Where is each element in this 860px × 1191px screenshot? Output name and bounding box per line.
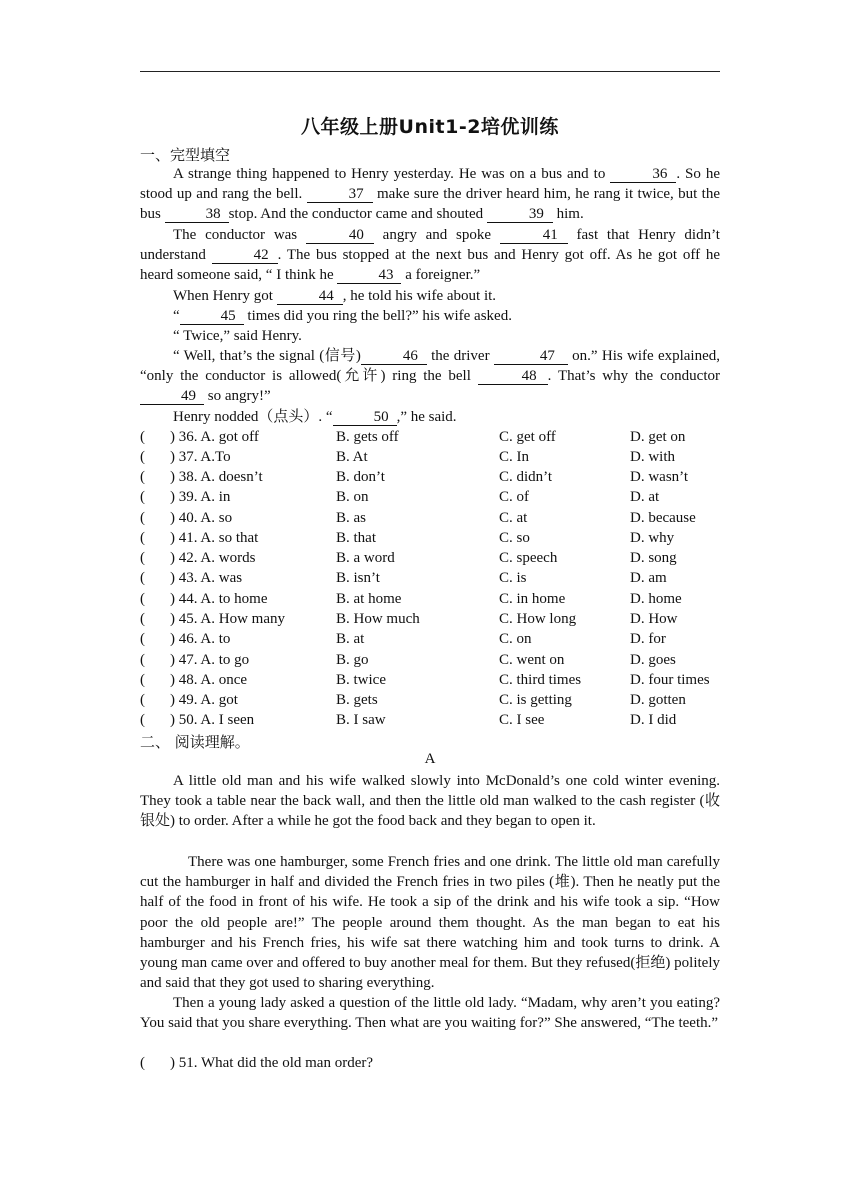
reading-paragraph-2: There was one hamburger, some French fries and one drink. The little old man carefully cut the hamburger in half and divided the French fries in two piles (堆). Then he neatly put the half of the food in front of his wife. He took a sip of the drink and his wife took a sip. “How poor the old people are!” The people around them thought. As the man began to eat his hamburger and his French fries, his wife sat there watching him and took turns to drink. A young man came over and offered to buy another meal for them. But they refused(拒绝) politely and said that they got used to sharing everything.	[140, 854, 720, 992]
blank-38[interactable]: 38	[165, 207, 229, 223]
option-b: B. at home	[336, 591, 402, 607]
blank-40[interactable]: 40	[306, 228, 374, 244]
option-d: D. home	[630, 591, 682, 607]
answer-paren[interactable]: (	[140, 489, 145, 505]
cloze-paragraph-2: The conductor was 40 angry and spoke 41 fast that Henry didn’t understand 42 . The bus stopped at the next bus and Henry got off. As he got off he heard someone said, “ I think he 43 a foreigner.”	[140, 227, 721, 284]
section-reading-heading: 二、 阅读理解。	[140, 733, 250, 751]
question-41	[140, 528, 740, 548]
answer-paren[interactable]: (	[140, 672, 145, 688]
option-b: B. twice	[336, 672, 386, 688]
blank-41[interactable]: 41	[500, 228, 568, 244]
option-a: ) 42. A. words	[170, 550, 256, 566]
option-c: C. in home	[499, 591, 566, 607]
option-a: ) 50. A. I seen	[170, 712, 255, 728]
option-d: D. with	[630, 449, 675, 465]
option-a: ) 41. A. so that	[170, 530, 259, 546]
answer-paren[interactable]: (	[140, 570, 145, 586]
option-b: B. go	[336, 652, 369, 668]
option-d: D. am	[630, 570, 667, 586]
option-a: ) 43. A. was	[170, 570, 243, 586]
cloze-paragraph-6: “ Well, that’s the signal (信号) 46 the driver 47 on.” His wife explained, “only the conductor is allowed(允许) ring the bell 48 . That’s why the conductor 49 so angry!”	[140, 348, 721, 405]
option-a: ) 39. A. in	[170, 489, 231, 505]
question-38	[140, 467, 740, 487]
option-c: C. on	[499, 631, 532, 647]
question-42	[140, 548, 740, 568]
option-d: D. gotten	[630, 692, 686, 708]
option-d: D. wasn’t	[630, 469, 689, 485]
blank-50[interactable]: 50	[333, 410, 397, 426]
question-47	[140, 650, 740, 670]
cloze-paragraph-3: When Henry got 44 , he told his wife about it.	[173, 288, 497, 304]
option-b: B. I saw	[336, 712, 386, 728]
answer-paren[interactable]: (	[140, 1055, 145, 1071]
question-51	[140, 1053, 740, 1073]
option-a: ) 36. A. got off	[170, 429, 259, 445]
question-49	[140, 690, 740, 710]
question-43	[140, 568, 740, 588]
answer-paren[interactable]: (	[140, 712, 145, 728]
option-b: B. on	[336, 489, 369, 505]
option-c: C. I see	[499, 712, 545, 728]
reading-paragraph-3: Then a young lady asked a question of the little old lady. “Madam, why aren’t you eating? You said that you share everything. Then what are you waiting for?” She answered, “The teeth.”	[140, 995, 720, 1032]
option-d: D. why	[630, 530, 675, 546]
answer-paren[interactable]: (	[140, 591, 145, 607]
option-a: ) 40. A. so	[170, 510, 233, 526]
option-a: ) 48. A. once	[170, 672, 248, 688]
answer-paren[interactable]: (	[140, 449, 145, 465]
option-d: D. goes	[630, 652, 676, 668]
option-b: B. isn’t	[336, 570, 380, 586]
page-title: 八年级上册Unit1-2培优训练	[301, 116, 559, 138]
header-rule	[140, 71, 720, 72]
option-c: C. didn’t	[499, 469, 553, 485]
cloze-paragraph-7: Henry nodded（点头）. “ 50 ,” he said.	[173, 409, 457, 425]
option-d: D. I did	[630, 712, 677, 728]
answer-paren[interactable]: (	[140, 550, 145, 566]
option-a: ) 37. A.To	[170, 449, 231, 465]
passage-label: A	[424, 751, 436, 767]
option-a: ) 38. A. doesn’t	[170, 469, 263, 485]
option-b: B. don’t	[336, 469, 385, 485]
blank-42[interactable]: 42	[212, 248, 278, 264]
option-b: B. How much	[336, 611, 420, 627]
option-c: C. is getting	[499, 692, 572, 708]
option-a: ) 44. A. to home	[170, 591, 268, 607]
question-51-text: ) 51. What did the old man order?	[170, 1055, 373, 1071]
option-d: D. at	[630, 489, 660, 505]
option-c: C. speech	[499, 550, 558, 566]
question-40	[140, 508, 740, 528]
answer-paren[interactable]: (	[140, 692, 145, 708]
option-d: D. How	[630, 611, 678, 627]
blank-36[interactable]: 36	[610, 167, 676, 183]
question-36	[140, 427, 740, 447]
blank-46[interactable]: 46	[361, 349, 427, 365]
option-c: C. is	[499, 570, 527, 586]
option-b: B. at	[336, 631, 365, 647]
option-d: D. four times	[630, 672, 710, 688]
question-46	[140, 629, 740, 649]
reading-paragraph-1: A little old man and his wife walked slowly into McDonald’s one cold winter evening. They took a table near the back wall, and then the little old man walked to the cash register (收银处) to order. After a while he got the food back and they began to open it.	[140, 773, 720, 830]
option-a: ) 46. A. to	[170, 631, 231, 647]
section-cloze-heading: 一、完型填空	[140, 146, 231, 164]
option-c: C. of	[499, 489, 529, 505]
option-d: D. get on	[630, 429, 686, 445]
answer-paren[interactable]: (	[140, 510, 145, 526]
question-37	[140, 447, 740, 467]
blank-37[interactable]: 37	[307, 187, 373, 203]
cloze-paragraph-4: “ 45 times did you ring the bell?” his wife asked.	[173, 308, 512, 324]
option-b: B. a word	[336, 550, 395, 566]
answer-paren[interactable]: (	[140, 611, 145, 627]
answer-paren[interactable]: (	[140, 652, 145, 668]
option-d: D. because	[630, 510, 696, 526]
option-c: C. went on	[499, 652, 565, 668]
blank-44[interactable]: 44	[277, 289, 343, 305]
question-44	[140, 589, 740, 609]
question-50	[140, 710, 740, 730]
blank-43[interactable]: 43	[337, 268, 401, 284]
cloze-paragraph-5: “ Twice,” said Henry.	[173, 328, 302, 344]
option-b: B. that	[336, 530, 376, 546]
blank-39[interactable]: 39	[487, 207, 553, 223]
option-c: C. How long	[499, 611, 577, 627]
option-c: C. third times	[499, 672, 582, 688]
option-b: B. gets off	[336, 429, 399, 445]
option-c: C. so	[499, 530, 530, 546]
option-b: B. as	[336, 510, 366, 526]
option-a: ) 47. A. to go	[170, 652, 250, 668]
option-b: B. At	[336, 449, 368, 465]
option-c: C. get off	[499, 429, 556, 445]
blank-49[interactable]: 49	[140, 389, 204, 405]
option-d: D. song	[630, 550, 677, 566]
cloze-paragraph-1: A strange thing happened to Henry yesterday. He was on a bus and to 36 . So he stood up and rang the bell. 37 make sure the driver heard him, he rang it twice, but the bus 38 stop. And the conductor came and shouted 39 him.	[140, 166, 721, 223]
option-a: ) 49. A. got	[170, 692, 238, 708]
option-a: ) 45. A. How many	[170, 611, 285, 627]
option-d: D. for	[630, 631, 666, 647]
question-39	[140, 487, 740, 507]
answer-paren[interactable]: (	[140, 469, 145, 485]
option-c: C. In	[499, 449, 529, 465]
option-c: C. at	[499, 510, 528, 526]
blank-48[interactable]: 48	[478, 369, 548, 385]
blank-47[interactable]: 47	[494, 349, 568, 365]
blank-45[interactable]: 45	[180, 309, 244, 325]
answer-paren[interactable]: (	[140, 631, 145, 647]
question-45	[140, 609, 740, 629]
answer-paren[interactable]: (	[140, 429, 145, 445]
option-b: B. gets	[336, 692, 378, 708]
question-48	[140, 670, 740, 690]
answer-paren[interactable]: (	[140, 530, 145, 546]
